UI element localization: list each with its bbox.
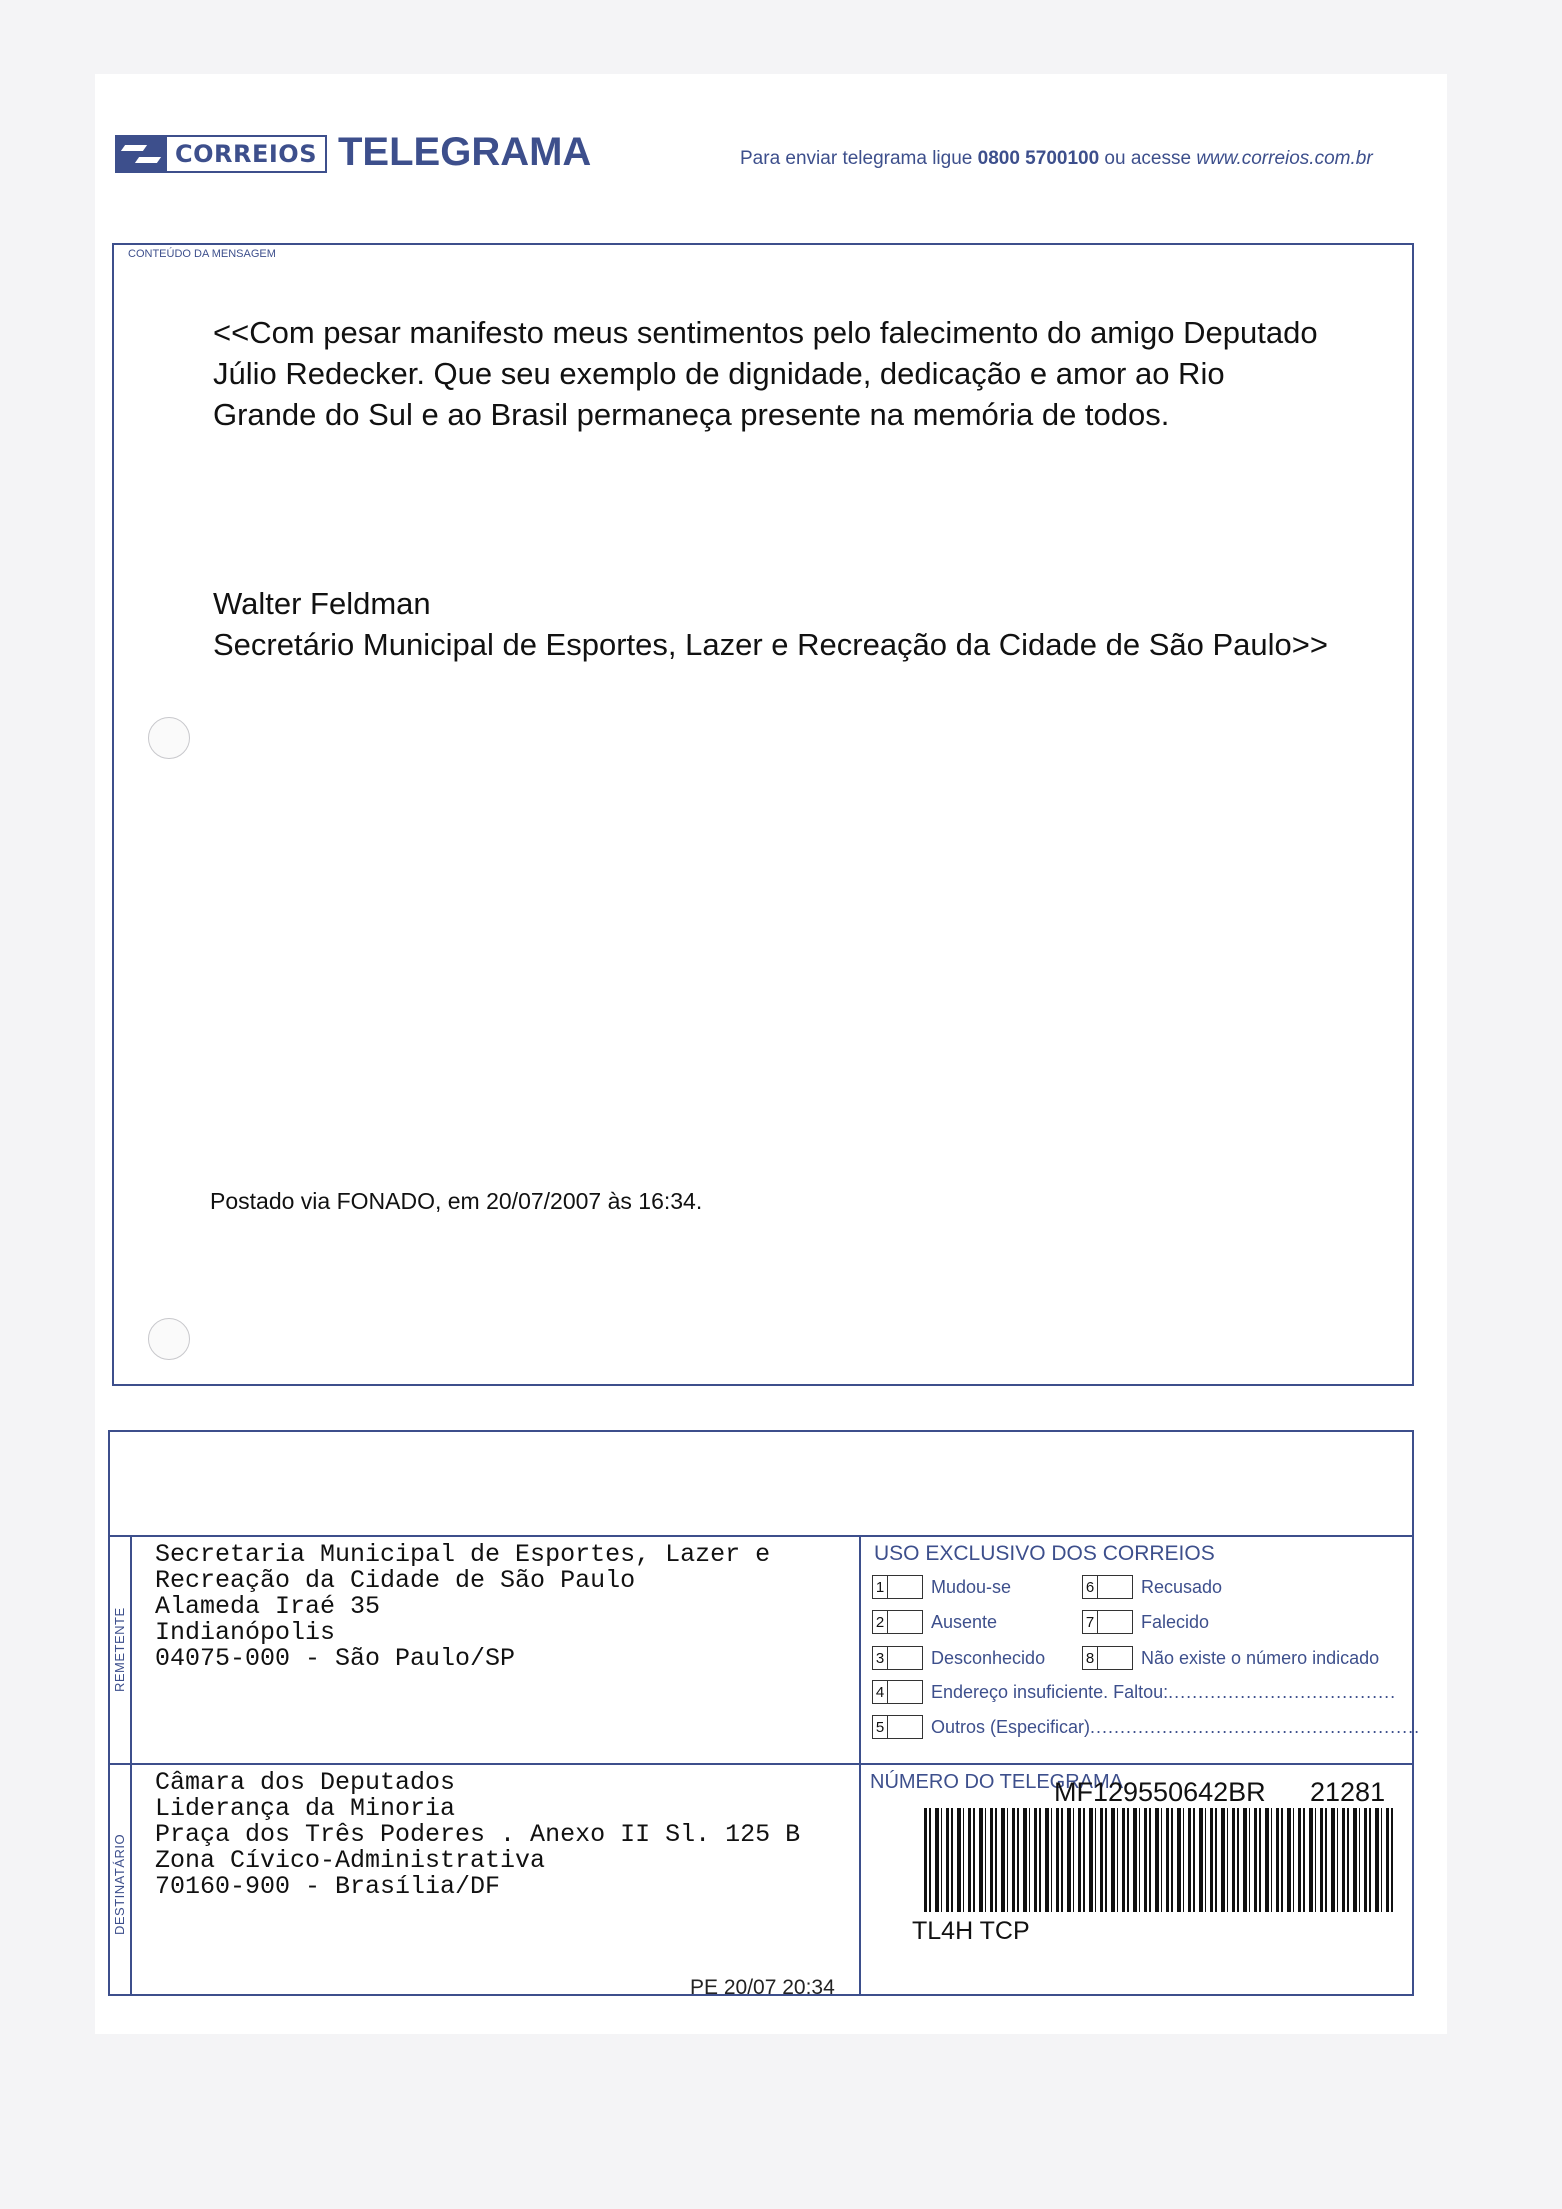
- tl-code: TL4H TCP: [912, 1917, 1030, 1945]
- option-outros[interactable]: [872, 1715, 1420, 1739]
- address-line: Indianópolis: [155, 1618, 336, 1647]
- option-label: Recusado: [1141, 1576, 1223, 1597]
- header-phone: 0800 5700100: [977, 148, 1100, 169]
- option-label: Endereço insuficiente. Faltou:: [931, 1681, 1169, 1702]
- document-title: TELEGRAMA: [338, 130, 592, 174]
- option-label: Ausente: [931, 1611, 998, 1632]
- uso-exclusivo-title: USO EXCLUSIVO DOS CORREIOS: [874, 1542, 1215, 1565]
- address-line: Alameda Iraé 35: [155, 1592, 381, 1621]
- telegram-number: 21281: [1310, 1777, 1386, 1807]
- header-info-prefix: Para enviar telegrama ligue: [740, 148, 978, 169]
- option-label: Desconhecido: [931, 1647, 1046, 1668]
- option-number: 1: [872, 1575, 888, 1599]
- option-number: 6: [1082, 1575, 1098, 1599]
- option-number: 5: [872, 1715, 888, 1739]
- form-divider: [108, 1763, 1414, 1765]
- numero-telegrama-label: NÚMERO DO TELEGRAMA: [870, 1771, 1123, 1793]
- option-endereco-insuficiente[interactable]: [872, 1680, 1396, 1704]
- option-checkbox[interactable]: [888, 1575, 923, 1599]
- option-mudou-se[interactable]: [872, 1575, 1011, 1599]
- address-line: 70160-900 - Brasília/DF: [155, 1872, 501, 1901]
- fill-line: ......................................: [1168, 1681, 1397, 1702]
- option-falecido[interactable]: [1082, 1610, 1209, 1634]
- header-url: www.correios.com.br: [1196, 148, 1373, 169]
- signature-block: [213, 583, 1328, 665]
- header-info: [740, 148, 1373, 170]
- message-line: Grande do Sul e ao Brasil permaneça presente na memória de todos.: [213, 397, 1170, 432]
- remetente-address: [155, 1542, 770, 1672]
- address-line: 04075-000 - São Paulo/SP: [155, 1644, 516, 1673]
- option-number: 8: [1082, 1646, 1098, 1670]
- option-number: 4: [872, 1680, 888, 1704]
- destinatario-address: [155, 1770, 800, 1900]
- postmark-stamp: PE 20/07 20:34: [690, 1976, 835, 1999]
- option-number: 3: [872, 1646, 888, 1670]
- correios-logo: [115, 133, 327, 175]
- remetente-label: REMETENTE: [112, 1607, 127, 1692]
- correios-logo-icon: [115, 135, 165, 173]
- message-line: <<Com pesar manifesto meus sentimentos pelo falecimento do amigo Deputado: [213, 315, 1318, 350]
- address-line: Secretaria Municipal de Esportes, Lazer e: [155, 1540, 771, 1569]
- destinatario-label: DESTINATÁRIO: [112, 1833, 127, 1935]
- header-info-middle: ou acesse: [1099, 148, 1197, 169]
- option-checkbox[interactable]: [1098, 1646, 1133, 1670]
- signer-title: Secretário Municipal de Esportes, Lazer e Recreação da Cidade de São Paulo>>: [213, 627, 1328, 662]
- punch-hole: [148, 1318, 190, 1360]
- address-line: Câmara dos Deputados: [155, 1768, 456, 1797]
- option-checkbox[interactable]: [1098, 1610, 1133, 1634]
- address-line: Recreação da Cidade de São Paulo: [155, 1566, 636, 1595]
- option-label: Falecido: [1141, 1611, 1210, 1632]
- form-divider: [859, 1535, 861, 1996]
- telegram-code: MF129550642BR: [1054, 1777, 1266, 1807]
- option-checkbox[interactable]: [888, 1680, 923, 1704]
- option-number: 7: [1082, 1610, 1098, 1634]
- barcode: [924, 1808, 1394, 1912]
- option-desconhecido[interactable]: [872, 1646, 1045, 1670]
- address-line: Praça dos Três Poderes . Anexo II Sl. 125 B: [155, 1820, 801, 1849]
- address-line: Liderança da Minoria: [155, 1794, 456, 1823]
- option-label: Mudou-se: [931, 1576, 1012, 1597]
- option-checkbox[interactable]: [888, 1610, 923, 1634]
- option-recusado[interactable]: [1082, 1575, 1222, 1599]
- correios-logo-text: CORREIOS: [165, 135, 327, 173]
- punch-hole: [148, 717, 190, 759]
- address-line: Zona Cívico-Administrativa: [155, 1846, 546, 1875]
- message-body: [213, 312, 1363, 435]
- message-section-label: CONTEÚDO DA MENSAGEM: [128, 248, 276, 260]
- form-divider: [108, 1535, 1414, 1537]
- option-number: 2: [872, 1610, 888, 1634]
- option-nao-existe-numero[interactable]: [1082, 1646, 1379, 1670]
- posted-info: Postado via FONADO, em 20/07/2007 às 16:34.: [210, 1188, 703, 1214]
- option-label: Outros (Especificar): [931, 1716, 1091, 1737]
- option-checkbox[interactable]: [888, 1715, 923, 1739]
- option-label: Não existe o número indicado: [1141, 1647, 1380, 1668]
- option-checkbox[interactable]: [888, 1646, 923, 1670]
- signer-name: Walter Feldman: [213, 586, 431, 621]
- fill-line: .......................................................: [1090, 1716, 1421, 1737]
- option-ausente[interactable]: [872, 1610, 997, 1634]
- option-checkbox[interactable]: [1098, 1575, 1133, 1599]
- message-line: Júlio Redecker. Que seu exemplo de dignidade, dedicação e amor ao Rio: [213, 356, 1225, 391]
